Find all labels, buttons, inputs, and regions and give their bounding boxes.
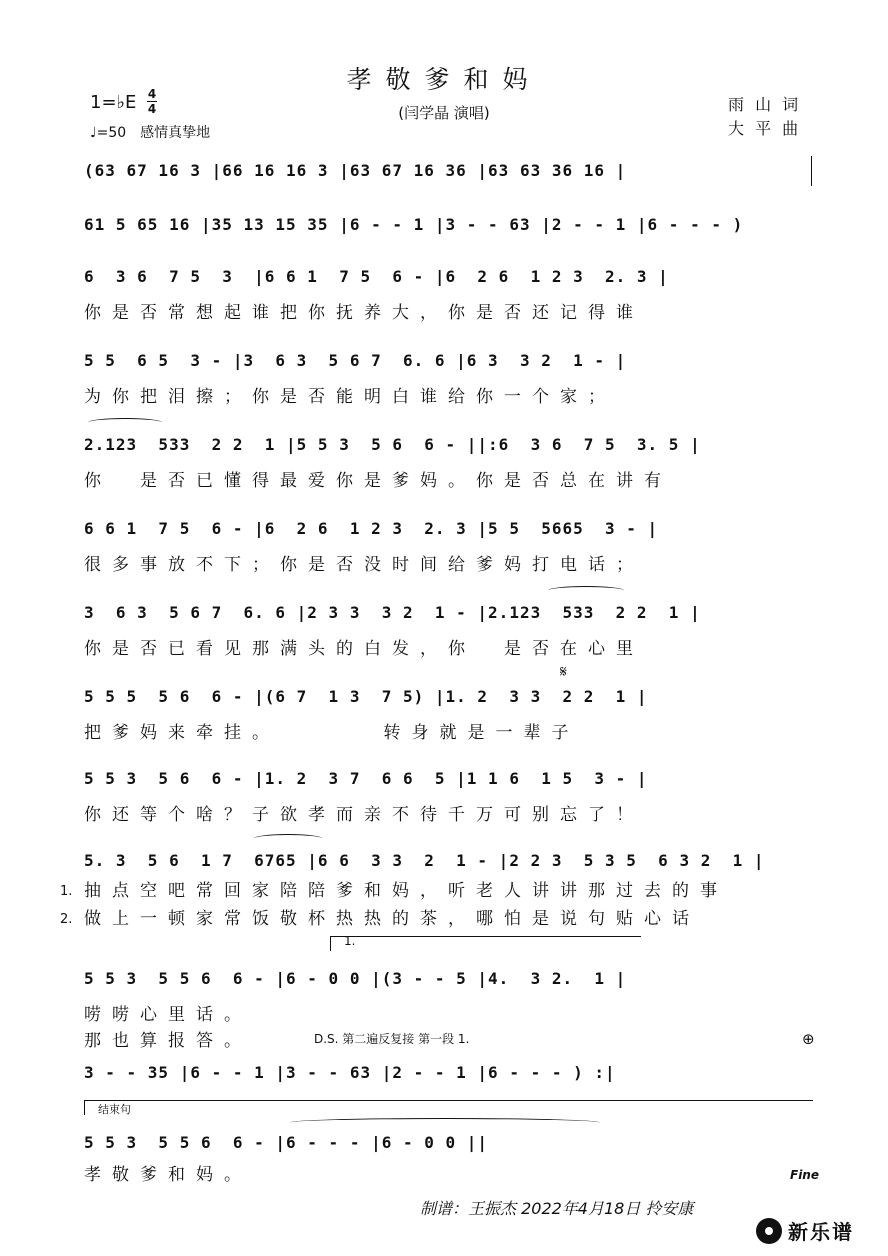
score-row: (63 67 16 3 |66 16 16 3 |63 67 16 36 |63 63 36 16 | xyxy=(84,161,627,180)
lyricist: 雨 山 词 xyxy=(728,95,802,114)
site-logo[interactable] xyxy=(756,1216,854,1245)
time-signature xyxy=(147,88,157,115)
slur xyxy=(548,586,624,595)
score-row: 3 - - 35 |6 - - 1 |3 - - 63 |2 - - 1 |6 - - - ) :| xyxy=(84,1063,616,1082)
lyric-line: 抽点空吧常回家陪陪爹和妈，听老人讲讲那过去的事 xyxy=(84,881,728,901)
volta-bracket xyxy=(330,936,641,951)
song-title: 孝敬爹和妈 xyxy=(346,65,542,94)
verse-number: 1. xyxy=(60,884,73,899)
ending-bracket xyxy=(84,1100,813,1115)
score-row: 5. 3 5 6 1 7 6765 |6 6 3 3 2 1 - |2 2 3 5 3 5 6 3 2 1 | xyxy=(84,851,765,870)
key-signature: 1=♭E xyxy=(90,92,137,113)
credit-line: 制谱：王振杰 2022年4月18日 拎安康 xyxy=(420,1199,694,1218)
score-row: 5 5 3 5 5 6 6 - |6 - 0 0 |(3 - - 5 |4. 3 2. 1 | xyxy=(84,969,627,988)
score-row: 61 5 65 16 |35 13 15 35 |6 - - 1 |3 - - 63 |2 - - 1 |6 - - - ) xyxy=(84,215,744,234)
barline xyxy=(811,156,812,186)
singer: (闫学晶 演唱) xyxy=(398,104,490,122)
logo-text: 新乐谱 xyxy=(788,1220,854,1244)
composer: 大 平 曲 xyxy=(728,119,802,138)
score-row: 2.123 533 2 2 1 |5 5 3 5 6 6 - ||:6 3 6 7 5 3. 5 | xyxy=(84,435,701,454)
time-top: 4 xyxy=(147,87,157,101)
score-row: 6 6 1 7 5 6 - |6 2 6 1 2 3 2. 3 |5 5 5665 3 - | xyxy=(84,519,659,538)
music-disc-icon xyxy=(756,1218,782,1244)
score-row: 5 5 6 5 3 - |3 6 3 5 6 7 6. 6 |6 3 3 2 1 - | xyxy=(84,351,627,370)
ending-label: 结束句 xyxy=(98,1103,131,1116)
coda-sign: ⊕ xyxy=(802,1030,815,1048)
segno-sign: 𝄋 xyxy=(560,662,567,681)
fine-marker: Fine xyxy=(790,1168,819,1182)
lyric-line: 你是否常想起谁把你抚养大，你是否还记得谁 xyxy=(84,303,644,323)
score-row: 6 3 6 7 5 3 |6 6 1 7 5 6 - |6 2 6 1 2 3 2. 3 | xyxy=(84,267,669,286)
lyric-line: 把爹妈来牵挂。 转身就是一辈子 xyxy=(84,723,580,743)
lyric-line: 孝敬爹和妈。 xyxy=(84,1165,252,1185)
lyric-line: 那也算报答。 xyxy=(84,1031,252,1051)
score-row: 5 5 3 5 5 6 6 - |6 - - - |6 - 0 0 || xyxy=(84,1133,489,1152)
tempo-marking: ♩=50 感情真挚地 xyxy=(90,125,211,141)
lyric-line: 做上一顿家常饭敬杯热热的茶，哪怕是说句贴心话 xyxy=(84,909,700,929)
lyric-line: 为你把泪擦；你是否能明白谁给你一个家； xyxy=(84,387,616,407)
score-row: 3 6 3 5 6 7 6. 6 |2 3 3 3 2 1 - |2.123 533 2 2 1 | xyxy=(84,603,701,622)
lyric-line: 你 是否已懂得最爱你是爹妈。你是否总在讲有 xyxy=(84,471,672,491)
slur xyxy=(88,418,162,427)
lyric-line: 很多事放不下；你是否没时间给爹妈打电话； xyxy=(84,555,644,575)
ds-instruction: D.S. 第二遍反复接 第一段 1. xyxy=(314,1032,470,1046)
tie xyxy=(290,1118,600,1127)
lyric-line: 你还等个啥？子欲孝而亲不待千万可别忘了！ xyxy=(84,805,644,825)
verse-number: 2. xyxy=(60,912,73,927)
lyric-line: 唠唠心里话。 xyxy=(84,1005,252,1025)
volta-label: 1. xyxy=(344,934,356,948)
lyric-line: 你是否已看见那满头的白发，你 是否在心里 xyxy=(84,639,644,659)
slur xyxy=(254,834,322,843)
score-row: 5 5 3 5 6 6 - |1. 2 3 7 6 6 5 |1 1 6 1 5 3 - | xyxy=(84,769,648,788)
time-bottom: 4 xyxy=(147,102,157,116)
score-row: 5 5 5 5 6 6 - |(6 7 1 3 7 5) |1. 2 3 3 2 2 1 | xyxy=(84,687,648,706)
